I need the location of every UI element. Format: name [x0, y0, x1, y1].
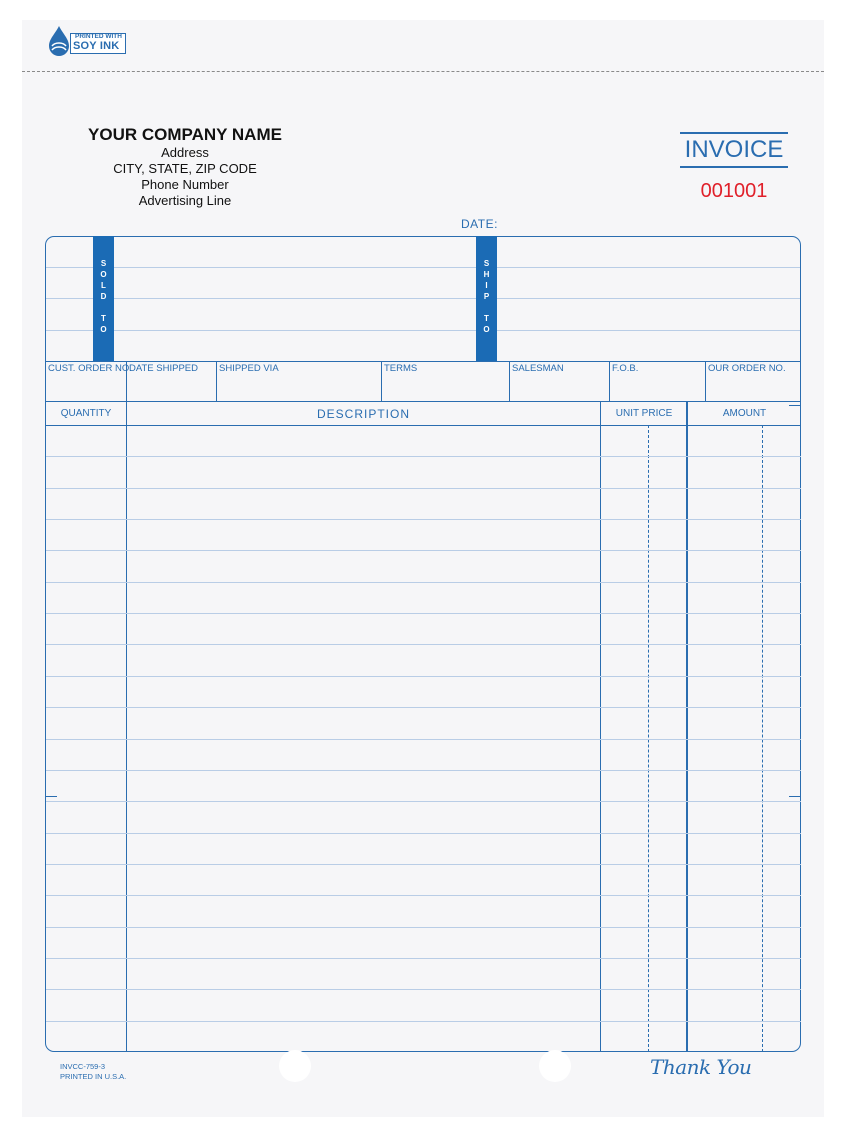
shipped-via-field[interactable]: SHIPPED VIA — [219, 363, 279, 374]
sold-to-line[interactable] — [114, 267, 476, 268]
invoice-number: 001001 — [700, 180, 768, 202]
form-code — [60, 1062, 126, 1082]
amount-header: AMOUNT — [722, 408, 767, 419]
soy-ink-logo — [46, 25, 126, 57]
unit-price-column-divider — [686, 401, 688, 1052]
item-row-line[interactable] — [46, 895, 801, 896]
fold-tick-left — [45, 796, 57, 797]
fold-tick-right — [789, 796, 801, 797]
item-row-line[interactable] — [46, 456, 801, 457]
item-row-line[interactable] — [46, 770, 801, 771]
item-row-line[interactable] — [46, 927, 801, 928]
order-divider — [381, 361, 382, 401]
item-row-line[interactable] — [46, 958, 801, 959]
item-row-line[interactable] — [46, 582, 801, 583]
item-row-line[interactable] — [46, 550, 801, 551]
thank-you-script: Thank You — [650, 1055, 752, 1079]
order-divider — [705, 361, 706, 401]
sold-to-line — [46, 298, 93, 299]
sold-to-line[interactable] — [114, 298, 476, 299]
cust-order-no-field[interactable]: CUST. ORDER NO. — [48, 363, 132, 374]
terms-field[interactable]: TERMS — [384, 363, 418, 374]
item-row-line[interactable] — [46, 989, 801, 990]
order-divider — [216, 361, 217, 401]
item-row-line[interactable] — [46, 519, 801, 520]
quantity-header: QUANTITY — [60, 408, 112, 419]
fold-tick-top-right — [789, 405, 801, 406]
item-row-line[interactable] — [46, 488, 801, 489]
description-header: DESCRIPTION — [316, 407, 410, 421]
soy-drop-icon — [46, 25, 72, 57]
quantity-column-divider — [126, 401, 127, 1052]
item-row-line[interactable] — [46, 739, 801, 740]
item-row-line[interactable] — [46, 833, 801, 834]
date-shipped-field[interactable]: DATE SHIPPED — [129, 363, 198, 374]
sold-to-line — [46, 330, 93, 331]
soy-line2: SOY INK — [73, 40, 120, 52]
company-address: Address — [161, 145, 209, 160]
company-block — [60, 125, 310, 209]
salesman-field[interactable]: SALESMAN — [512, 363, 564, 374]
item-row-line[interactable] — [46, 644, 801, 645]
fob-field[interactable]: F.O.B. — [612, 363, 639, 374]
company-city-state-zip: CITY, STATE, ZIP CODE — [113, 161, 257, 176]
printed-in: PRINTED IN U.S.A. — [60, 1072, 127, 1081]
ship-to-line[interactable] — [497, 298, 800, 299]
unit-price-header: UNIT PRICE — [615, 408, 673, 419]
perforation-line — [22, 71, 824, 72]
sold-to-label: S O L D T O — [100, 259, 107, 334]
item-row-line[interactable] — [46, 676, 801, 677]
sold-to-line[interactable] — [114, 330, 476, 331]
our-order-no-field[interactable]: OUR ORDER NO. — [708, 363, 786, 374]
order-row-top — [46, 361, 801, 362]
item-row-line[interactable] — [46, 801, 801, 802]
order-divider — [509, 361, 510, 401]
company-advertising: Advertising Line — [138, 193, 232, 208]
item-row-line[interactable] — [46, 864, 801, 865]
company-name: YOUR COMPANY NAME — [88, 125, 282, 144]
sold-to-line — [46, 267, 93, 268]
item-row-line[interactable] — [46, 1021, 801, 1022]
company-phone: Phone Number — [141, 177, 229, 192]
form-code-number: INVCC-759-3 — [60, 1062, 106, 1071]
punch-hole — [539, 1050, 571, 1082]
description-column-divider — [600, 401, 601, 1052]
invoice-title: INVOICE — [680, 132, 788, 168]
soy-line1: PRINTED WITH — [75, 33, 122, 40]
punch-hole — [279, 1050, 311, 1082]
date-label: DATE: — [461, 217, 498, 231]
item-row-line[interactable] — [46, 613, 801, 614]
ship-to-line[interactable] — [497, 267, 800, 268]
order-divider — [609, 361, 610, 401]
item-row-line[interactable] — [46, 707, 801, 708]
ship-to-line[interactable] — [497, 330, 800, 331]
ship-to-label: S H I P T O — [483, 259, 490, 334]
